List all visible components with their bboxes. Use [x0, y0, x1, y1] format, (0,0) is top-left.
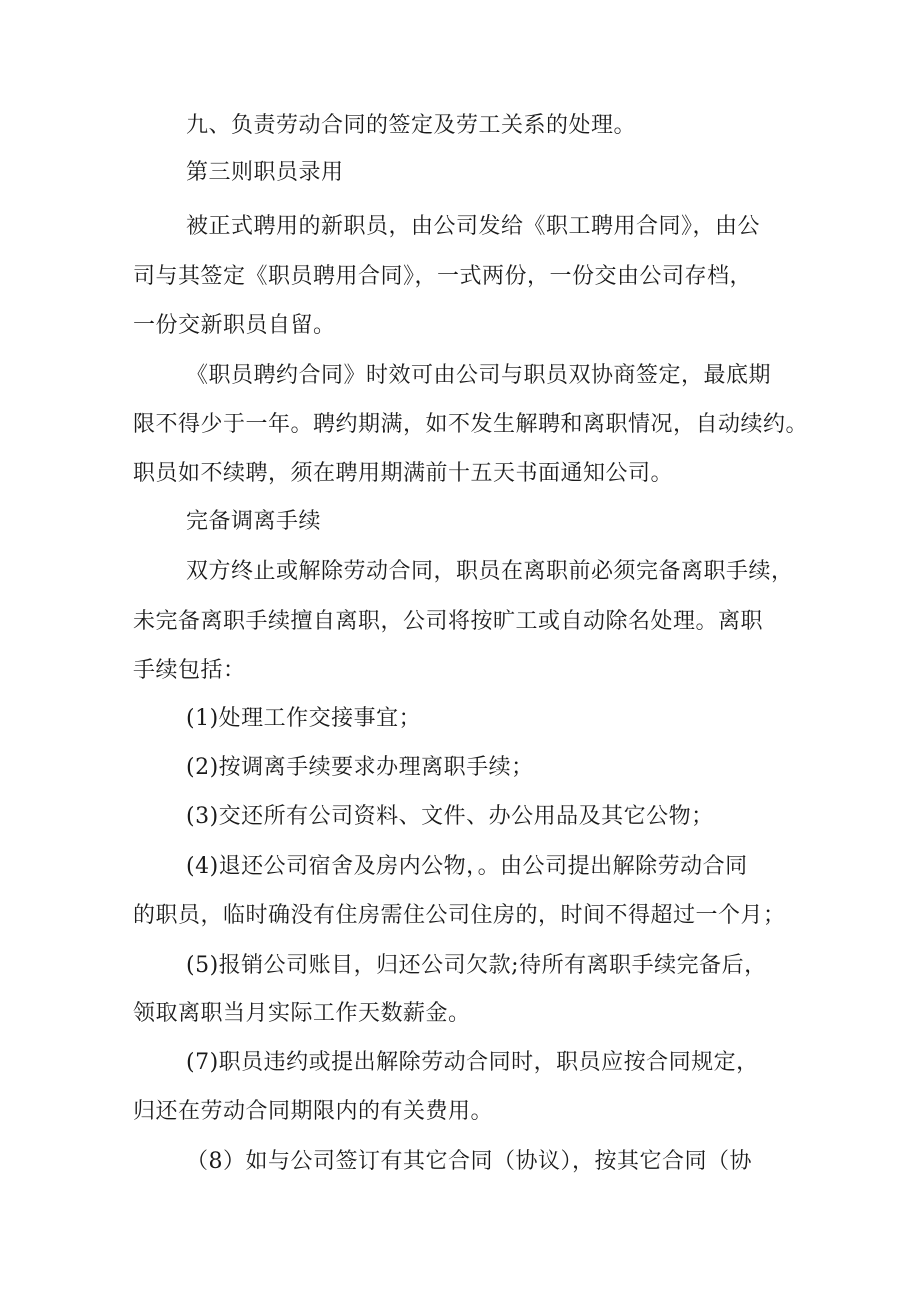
- paragraph-contract-line-2: 限不得少于一年。聘约期满，如不发生解聘和离职情况，自动续约。: [133, 412, 809, 437]
- paragraph-resignation-line-1: 双方终止或解除劳动合同，职员在离职前必须完备离职手续，: [186, 559, 794, 584]
- paragraph-resignation-line-3: 手续包括：: [133, 658, 246, 683]
- paragraph-item-nine: 九、负责劳动合同的签定及劳工关系的处理。: [186, 113, 637, 138]
- list-item-2: (2)按调离手续要求办理离职手续；: [186, 755, 534, 780]
- paragraph-resignation-line-2: 未完备离职手续擅自离职，公司将按旷工或自动除名处理。离职: [133, 609, 764, 634]
- list-item-5-line-1: (5)报销公司账目，归还公司欠款;待所有离职手续完备后，: [186, 953, 767, 978]
- paragraph-contract-line-1: 《职员聘约合同》时效可由公司与职员双协商签定，最底期: [186, 363, 772, 388]
- list-item-5-line-2: 领取离职当月实际工作天数薪金。: [133, 1001, 471, 1026]
- list-item-4-line-1: (4)退还公司宿舍及房内公物，。由公司提出解除劳动合同: [186, 854, 748, 879]
- list-item-7-line-1: (7)职员违约或提出解除劳动合同时，职员应按合同规定，: [186, 1050, 759, 1075]
- list-item-7-line-2: 归还在劳动合同期限内的有关费用。: [133, 1099, 494, 1124]
- paragraph-hiring-line-1: 被正式聘用的新职员，由公司发给《职工聘用合同》，由公: [186, 214, 761, 239]
- list-item-4-line-2: 的职员，临时确没有住房需住公司住房的，时间不得超过一个月；: [133, 903, 786, 928]
- paragraph-hiring-line-3: 一份交新职员自留。: [133, 313, 336, 338]
- paragraph-hiring-line-2: 司与其签定《职员聘用合同》，一式两份，一份交由公司存档，: [133, 264, 753, 289]
- list-item-1: (1)处理工作交接事宜；: [186, 706, 422, 731]
- list-item-3: (3)交还所有公司资料、文件、办公用品及其它公物；: [186, 804, 714, 829]
- section-heading-resignation: 完备调离手续: [186, 509, 322, 534]
- section-heading-employee-hiring: 第三则职员录用: [186, 160, 344, 185]
- paragraph-contract-line-3: 职员如不续聘，须在聘用期满前十五天书面通知公司。: [133, 461, 674, 486]
- list-item-8-line-1: （8）如与公司签订有其它合同（协议），按其它合同（协: [186, 1149, 752, 1174]
